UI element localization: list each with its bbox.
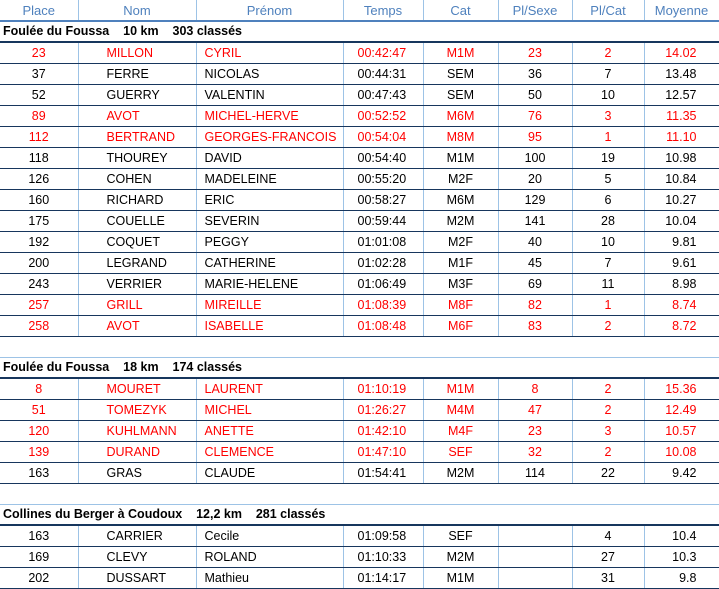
cell-pl-sexe: 50 — [498, 85, 572, 106]
cell-place: 23 — [0, 42, 78, 64]
cell-pl-cat: 11 — [572, 274, 644, 295]
cell-nom: LEGRAND — [78, 253, 196, 274]
cell-place: 175 — [0, 211, 78, 232]
spacer-cell — [0, 337, 719, 358]
cell-moyenne: 10.27 — [644, 190, 719, 211]
cell-prenom: MICHEL — [196, 400, 343, 421]
cell-cat: M1M — [423, 568, 498, 589]
cell-pl-sexe: 82 — [498, 295, 572, 316]
cell-temps: 01:08:48 — [343, 316, 423, 337]
cell-prenom: ROLAND — [196, 547, 343, 568]
cell-prenom: CYRIL — [196, 42, 343, 64]
cell-place: 8 — [0, 378, 78, 400]
cell-cat: M8M — [423, 127, 498, 148]
table-row — [0, 211, 719, 232]
cell-cat: M1M — [423, 378, 498, 400]
cell-moyenne: 10.08 — [644, 442, 719, 463]
table-row — [0, 295, 719, 316]
cell-nom: GRAS — [78, 463, 196, 484]
table-row — [0, 232, 719, 253]
cell-pl-sexe: 100 — [498, 148, 572, 169]
cell-pl-sexe: 20 — [498, 169, 572, 190]
section-header-row — [0, 358, 719, 379]
cell-place: 243 — [0, 274, 78, 295]
cell-cat: M1M — [423, 42, 498, 64]
cell-pl-cat: 19 — [572, 148, 644, 169]
cell-pl-sexe: 76 — [498, 106, 572, 127]
header-pl-sexe: Pl/Sexe — [498, 0, 572, 21]
table-row — [0, 442, 719, 463]
cell-place: 163 — [0, 463, 78, 484]
cell-pl-sexe — [498, 568, 572, 589]
cell-place: 139 — [0, 442, 78, 463]
cell-pl-cat: 6 — [572, 190, 644, 211]
section-title: Foulée du Foussa 18 km 174 classés — [0, 358, 719, 379]
cell-cat: M6M — [423, 106, 498, 127]
cell-cat: M4F — [423, 421, 498, 442]
cell-nom: DUSSART — [78, 568, 196, 589]
cell-temps: 00:44:31 — [343, 64, 423, 85]
cell-pl-cat: 1 — [572, 127, 644, 148]
cell-pl-sexe: 23 — [498, 421, 572, 442]
cell-temps: 01:47:10 — [343, 442, 423, 463]
table-row — [0, 568, 719, 589]
cell-nom: COUELLE — [78, 211, 196, 232]
cell-nom: COHEN — [78, 169, 196, 190]
cell-prenom: CATHERINE — [196, 253, 343, 274]
cell-moyenne: 9.81 — [644, 232, 719, 253]
table-row — [0, 378, 719, 400]
cell-moyenne: 11.10 — [644, 127, 719, 148]
cell-cat: M2M — [423, 211, 498, 232]
cell-nom: MILLON — [78, 42, 196, 64]
cell-cat: M2M — [423, 463, 498, 484]
cell-nom: GUERRY — [78, 85, 196, 106]
cell-pl-cat: 28 — [572, 211, 644, 232]
cell-place: 120 — [0, 421, 78, 442]
cell-pl-sexe — [498, 525, 572, 547]
header-place: Place — [0, 0, 78, 21]
cell-moyenne: 10.98 — [644, 148, 719, 169]
cell-prenom: MARIE-HELENE — [196, 274, 343, 295]
cell-pl-sexe: 129 — [498, 190, 572, 211]
results-body — [0, 21, 719, 589]
cell-prenom: DAVID — [196, 148, 343, 169]
cell-pl-cat: 5 — [572, 169, 644, 190]
cell-cat: M1F — [423, 253, 498, 274]
cell-temps: 00:58:27 — [343, 190, 423, 211]
cell-pl-cat: 3 — [572, 106, 644, 127]
cell-temps: 01:06:49 — [343, 274, 423, 295]
cell-nom: BERTRAND — [78, 127, 196, 148]
cell-moyenne: 9.42 — [644, 463, 719, 484]
cell-moyenne: 8.74 — [644, 295, 719, 316]
table-row — [0, 169, 719, 190]
cell-pl-cat: 7 — [572, 64, 644, 85]
header-temps: Temps — [343, 0, 423, 21]
cell-pl-cat: 7 — [572, 253, 644, 274]
cell-temps: 01:08:39 — [343, 295, 423, 316]
cell-pl-sexe: 114 — [498, 463, 572, 484]
cell-moyenne: 15.36 — [644, 378, 719, 400]
header-cat: Cat — [423, 0, 498, 21]
cell-pl-cat: 10 — [572, 232, 644, 253]
cell-pl-cat: 2 — [572, 400, 644, 421]
cell-prenom: MIREILLE — [196, 295, 343, 316]
cell-temps: 00:47:43 — [343, 85, 423, 106]
header-nom: Nom — [78, 0, 196, 21]
cell-moyenne: 13.48 — [644, 64, 719, 85]
spacer-row — [0, 337, 719, 358]
cell-prenom: ISABELLE — [196, 316, 343, 337]
cell-moyenne: 10.04 — [644, 211, 719, 232]
table-row — [0, 64, 719, 85]
table-row — [0, 148, 719, 169]
cell-temps: 00:54:04 — [343, 127, 423, 148]
cell-place: 118 — [0, 148, 78, 169]
cell-moyenne: 8.98 — [644, 274, 719, 295]
table-row — [0, 127, 719, 148]
cell-pl-sexe: 40 — [498, 232, 572, 253]
cell-nom: COQUET — [78, 232, 196, 253]
cell-prenom: Mathieu — [196, 568, 343, 589]
cell-nom: KUHLMANN — [78, 421, 196, 442]
cell-pl-cat: 10 — [572, 85, 644, 106]
cell-prenom: PEGGY — [196, 232, 343, 253]
cell-prenom: NICOLAS — [196, 64, 343, 85]
cell-prenom: GEORGES-FRANCOIS — [196, 127, 343, 148]
cell-cat: M8F — [423, 295, 498, 316]
cell-pl-cat: 22 — [572, 463, 644, 484]
table-row — [0, 106, 719, 127]
cell-nom: TOMEZYK — [78, 400, 196, 421]
cell-prenom: SEVERIN — [196, 211, 343, 232]
table-row — [0, 85, 719, 106]
section-header-row — [0, 505, 719, 526]
cell-pl-sexe: 69 — [498, 274, 572, 295]
cell-cat: M2F — [423, 232, 498, 253]
cell-cat: M6M — [423, 190, 498, 211]
cell-pl-cat: 3 — [572, 421, 644, 442]
section-title: Collines du Berger à Coudoux 12,2 km 281 classés — [0, 505, 719, 526]
cell-temps: 01:09:58 — [343, 525, 423, 547]
table-row — [0, 253, 719, 274]
cell-pl-sexe: 95 — [498, 127, 572, 148]
cell-moyenne: 9.61 — [644, 253, 719, 274]
cell-nom: FERRE — [78, 64, 196, 85]
cell-prenom: MICHEL-HERVE — [196, 106, 343, 127]
cell-pl-sexe: 141 — [498, 211, 572, 232]
cell-prenom: ANETTE — [196, 421, 343, 442]
cell-moyenne: 10.3 — [644, 547, 719, 568]
cell-pl-cat: 2 — [572, 378, 644, 400]
cell-place: 126 — [0, 169, 78, 190]
header-moyenne: Moyenne — [644, 0, 719, 21]
cell-prenom: Cecile — [196, 525, 343, 547]
cell-pl-sexe: 23 — [498, 42, 572, 64]
cell-temps: 01:26:27 — [343, 400, 423, 421]
cell-pl-cat: 1 — [572, 295, 644, 316]
cell-cat: M2F — [423, 169, 498, 190]
cell-place: 258 — [0, 316, 78, 337]
cell-cat: SEM — [423, 85, 498, 106]
cell-pl-sexe: 8 — [498, 378, 572, 400]
cell-prenom: MADELEINE — [196, 169, 343, 190]
cell-pl-cat: 31 — [572, 568, 644, 589]
section-title: Foulée du Foussa 10 km 303 classés — [0, 21, 719, 42]
cell-moyenne: 12.49 — [644, 400, 719, 421]
cell-nom: AVOT — [78, 316, 196, 337]
cell-temps: 01:42:10 — [343, 421, 423, 442]
cell-temps: 01:10:33 — [343, 547, 423, 568]
table-row — [0, 421, 719, 442]
cell-pl-cat: 2 — [572, 442, 644, 463]
cell-moyenne: 12.57 — [644, 85, 719, 106]
cell-place: 192 — [0, 232, 78, 253]
cell-pl-cat: 4 — [572, 525, 644, 547]
cell-nom: MOURET — [78, 378, 196, 400]
cell-pl-sexe: 45 — [498, 253, 572, 274]
cell-cat: SEF — [423, 525, 498, 547]
cell-moyenne: 9.8 — [644, 568, 719, 589]
cell-place: 257 — [0, 295, 78, 316]
cell-place: 202 — [0, 568, 78, 589]
header-row — [0, 0, 719, 21]
cell-prenom: CLEMENCE — [196, 442, 343, 463]
cell-prenom: LAURENT — [196, 378, 343, 400]
cell-pl-sexe: 36 — [498, 64, 572, 85]
spacer-row — [0, 484, 719, 505]
cell-temps: 01:01:08 — [343, 232, 423, 253]
cell-place: 89 — [0, 106, 78, 127]
spacer-cell — [0, 484, 719, 505]
cell-cat: M1M — [423, 148, 498, 169]
cell-cat: M4M — [423, 400, 498, 421]
cell-moyenne: 14.02 — [644, 42, 719, 64]
cell-prenom: CLAUDE — [196, 463, 343, 484]
cell-temps: 00:54:40 — [343, 148, 423, 169]
cell-moyenne: 8.72 — [644, 316, 719, 337]
table-row — [0, 316, 719, 337]
table-row — [0, 190, 719, 211]
cell-cat: SEM — [423, 64, 498, 85]
cell-nom: CLEVY — [78, 547, 196, 568]
cell-nom: RICHARD — [78, 190, 196, 211]
cell-prenom: VALENTIN — [196, 85, 343, 106]
cell-moyenne: 10.4 — [644, 525, 719, 547]
cell-cat: M3F — [423, 274, 498, 295]
cell-prenom: ERIC — [196, 190, 343, 211]
table-row — [0, 274, 719, 295]
cell-place: 51 — [0, 400, 78, 421]
cell-nom: DURAND — [78, 442, 196, 463]
cell-place: 200 — [0, 253, 78, 274]
cell-nom: VERRIER — [78, 274, 196, 295]
cell-place: 37 — [0, 64, 78, 85]
cell-place: 52 — [0, 85, 78, 106]
cell-pl-sexe — [498, 547, 572, 568]
cell-place: 160 — [0, 190, 78, 211]
cell-pl-cat: 27 — [572, 547, 644, 568]
cell-moyenne: 10.84 — [644, 169, 719, 190]
cell-temps: 01:14:17 — [343, 568, 423, 589]
cell-pl-sexe: 32 — [498, 442, 572, 463]
cell-pl-sexe: 83 — [498, 316, 572, 337]
table-row — [0, 525, 719, 547]
cell-temps: 00:52:52 — [343, 106, 423, 127]
cell-nom: THOUREY — [78, 148, 196, 169]
cell-temps: 01:54:41 — [343, 463, 423, 484]
cell-place: 169 — [0, 547, 78, 568]
cell-pl-cat: 2 — [572, 316, 644, 337]
header-prenom: Prénom — [196, 0, 343, 21]
cell-temps: 00:55:20 — [343, 169, 423, 190]
section-header-row — [0, 21, 719, 42]
table-row — [0, 42, 719, 64]
cell-nom: CARRIER — [78, 525, 196, 547]
header-pl-cat: Pl/Cat — [572, 0, 644, 21]
cell-temps: 00:59:44 — [343, 211, 423, 232]
table-row — [0, 463, 719, 484]
cell-nom: GRILL — [78, 295, 196, 316]
cell-moyenne: 10.57 — [644, 421, 719, 442]
cell-cat: SEF — [423, 442, 498, 463]
cell-pl-cat: 2 — [572, 42, 644, 64]
table-row — [0, 547, 719, 568]
cell-cat: M6F — [423, 316, 498, 337]
cell-pl-sexe: 47 — [498, 400, 572, 421]
cell-place: 163 — [0, 525, 78, 547]
cell-nom: AVOT — [78, 106, 196, 127]
cell-place: 112 — [0, 127, 78, 148]
cell-moyenne: 11.35 — [644, 106, 719, 127]
cell-cat: M2M — [423, 547, 498, 568]
cell-temps: 01:10:19 — [343, 378, 423, 400]
cell-temps: 01:02:28 — [343, 253, 423, 274]
table-row — [0, 400, 719, 421]
cell-temps: 00:42:47 — [343, 42, 423, 64]
